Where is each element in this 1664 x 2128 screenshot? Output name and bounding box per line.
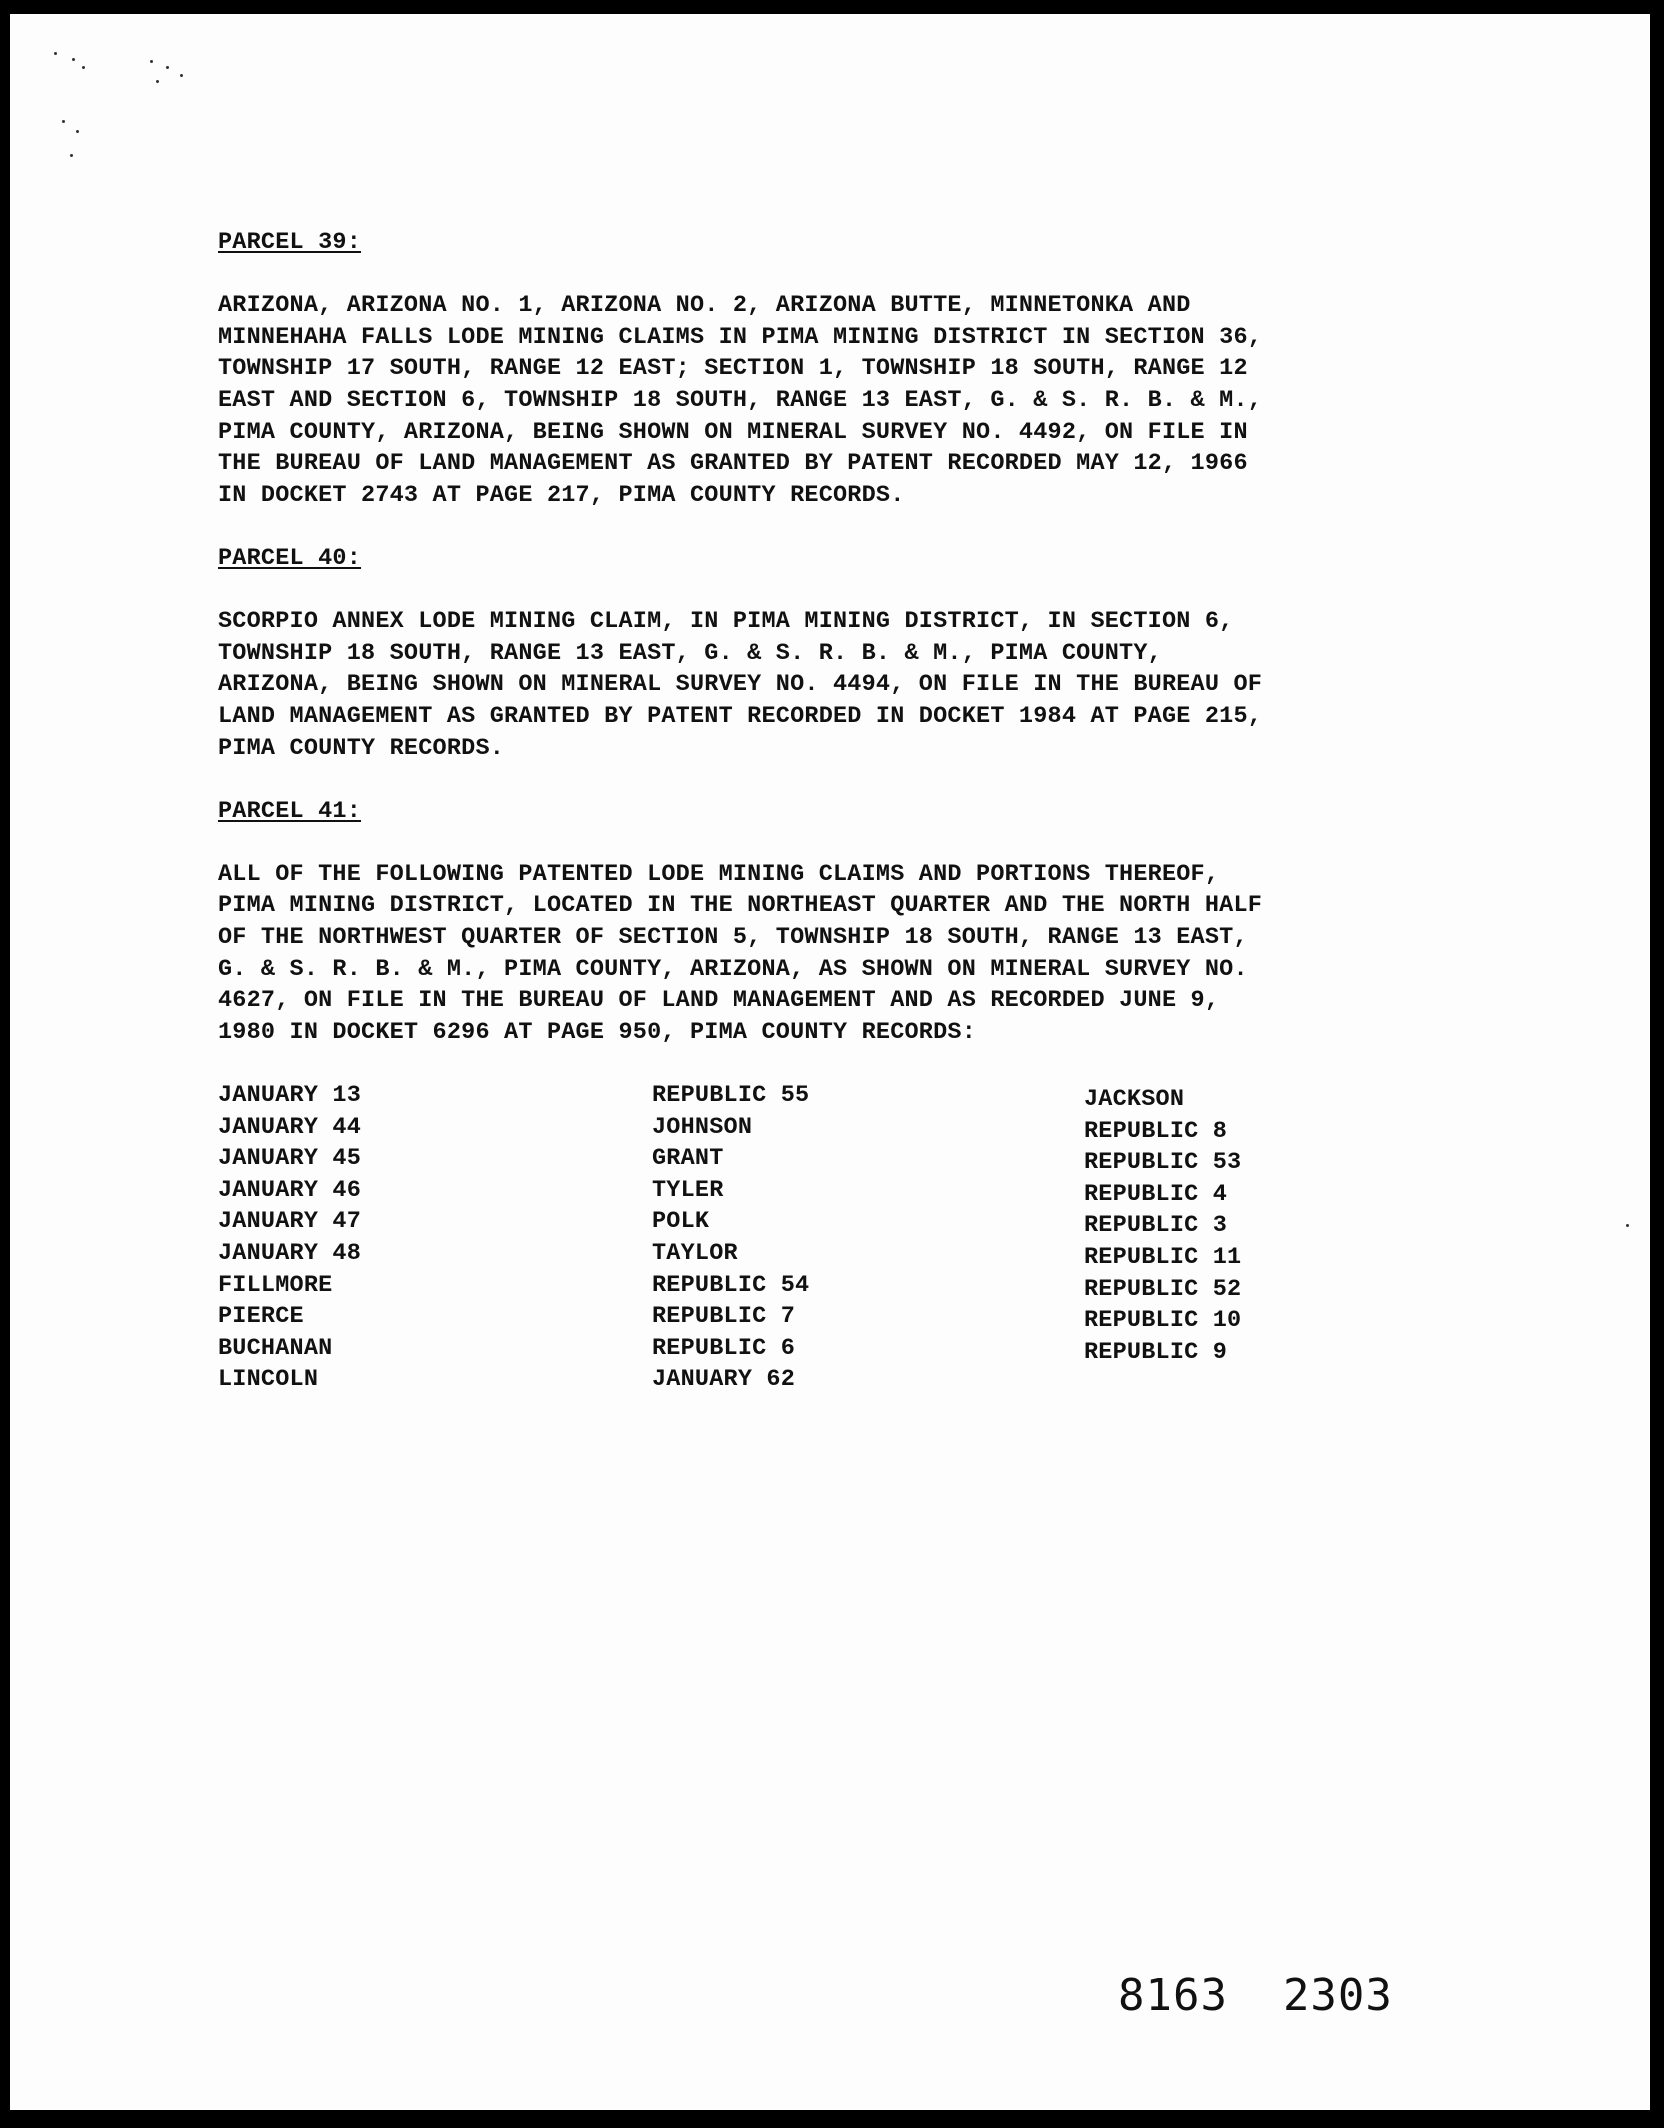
scan-speck <box>156 80 159 83</box>
claim-name: JACKSON <box>1084 1086 1185 1114</box>
parcel-41-section <box>218 796 1398 1396</box>
claim-name: JANUARY 44 <box>218 1113 362 1141</box>
parcel-heading: PARCEL 39: <box>218 229 362 256</box>
claim-name: BUCHANAN <box>218 1334 333 1362</box>
scan-speck <box>180 74 183 77</box>
document-body <box>218 227 1398 1396</box>
text-line: PIMA COUNTY, ARIZONA, BEING SHOWN ON MINERAL SURVEY NO. 4492, ON FILE IN <box>218 418 1248 446</box>
scan-speck <box>150 60 153 63</box>
claim-name: FILLMORE <box>218 1271 333 1299</box>
claim-name: LINCOLN <box>218 1366 319 1394</box>
claims-column-2 <box>652 1080 1084 1396</box>
text-line: ARIZONA, BEING SHOWN ON MINERAL SURVEY NO. 4494, ON FILE IN THE BUREAU OF <box>218 671 1263 699</box>
claim-name: JANUARY 13 <box>218 1082 362 1110</box>
claims-column-1 <box>218 1080 652 1396</box>
parcel-heading: PARCEL 41: <box>218 797 362 825</box>
scan-speck <box>62 120 65 123</box>
claims-list <box>218 1080 1398 1396</box>
scan-speck <box>82 66 85 69</box>
scan-speck <box>1626 1224 1629 1227</box>
claim-name: JANUARY 47 <box>218 1208 362 1236</box>
parcel-39-section <box>218 227 1398 511</box>
text-line: ARIZONA, ARIZONA NO. 1, ARIZONA NO. 2, ARIZONA BUTTE, MINNETONKA AND <box>218 292 1191 320</box>
claim-name: JANUARY 62 <box>652 1366 796 1394</box>
text-line: PIMA COUNTY RECORDS. <box>218 734 505 762</box>
parcel-heading: PARCEL 40: <box>218 544 362 572</box>
claim-name: JANUARY 45 <box>218 1145 362 1173</box>
claim-name: REPUBLIC 11 <box>1084 1244 1242 1271</box>
parcel-description <box>218 606 1398 764</box>
text-line: LAND MANAGEMENT AS GRANTED BY PATENT RECORDED IN DOCKET 1984 AT PAGE 215, <box>218 702 1263 730</box>
text-line: MINNEHAHA FALLS LODE MINING CLAIMS IN PIMA MINING DISTRICT IN SECTION 36, <box>218 323 1263 351</box>
claim-name: TAYLOR <box>652 1240 738 1267</box>
parcel-description <box>218 859 1398 1049</box>
parcel-40-section <box>218 543 1398 764</box>
text-line: THE BUREAU OF LAND MANAGEMENT AS GRANTED BY PATENT RECORDED MAY 12, 1966 <box>218 450 1248 478</box>
claim-name: REPUBLIC 6 <box>652 1334 796 1362</box>
claim-name: REPUBLIC 9 <box>1084 1338 1228 1366</box>
text-line: TOWNSHIP 18 SOUTH, RANGE 13 EAST, G. & S. R. B. & M., PIMA COUNTY, <box>218 639 1162 667</box>
scan-speck <box>76 130 79 133</box>
claim-name: JOHNSON <box>652 1113 753 1141</box>
text-line: EAST AND SECTION 6, TOWNSHIP 18 SOUTH, RANGE 13 EAST, G. & S. R. B. & M., <box>218 386 1263 414</box>
text-line: ALL OF THE FOLLOWING PATENTED LODE MINING CLAIMS AND PORTIONS THEREOF, <box>218 860 1220 888</box>
text-line: OF THE NORTHWEST QUARTER OF SECTION 5, TOWNSHIP 18 SOUTH, RANGE 13 EAST, <box>218 924 1248 952</box>
text-line: G. & S. R. B. & M., PIMA COUNTY, ARIZONA, AS SHOWN ON MINERAL SURVEY NO. <box>218 955 1248 983</box>
text-line: 1980 IN DOCKET 6296 AT PAGE 950, PIMA COUNTY RECORDS: <box>218 1018 977 1046</box>
claim-name: REPUBLIC 7 <box>652 1303 796 1331</box>
claim-name: JANUARY 46 <box>218 1176 362 1204</box>
claim-name: REPUBLIC 10 <box>1084 1307 1242 1335</box>
text-line: PIMA MINING DISTRICT, LOCATED IN THE NORTHEAST QUARTER AND THE NORTH HALF <box>218 892 1263 920</box>
scan-speck <box>70 154 73 157</box>
text-line: IN DOCKET 2743 AT PAGE 217, PIMA COUNTY RECORDS. <box>218 481 905 509</box>
text-line: 4627, ON FILE IN THE BUREAU OF LAND MANAGEMENT AND AS RECORDED JUNE 9, <box>218 987 1220 1015</box>
claim-name: REPUBLIC 54 <box>652 1271 810 1299</box>
scan-speck <box>54 52 57 55</box>
claim-name: POLK <box>652 1208 710 1236</box>
parcel-description <box>218 290 1398 511</box>
claim-name: JANUARY 48 <box>218 1240 362 1267</box>
scan-speck <box>72 58 75 61</box>
claim-name: REPUBLIC 53 <box>1084 1149 1242 1177</box>
claim-name: REPUBLIC 4 <box>1084 1180 1228 1208</box>
claim-name: GRANT <box>652 1145 724 1173</box>
claim-name: REPUBLIC 55 <box>652 1082 810 1110</box>
claim-name: TYLER <box>652 1176 724 1204</box>
text-line: SCORPIO ANNEX LODE MINING CLAIM, IN PIMA MINING DISTRICT, IN SECTION 6, <box>218 608 1234 636</box>
claim-name: PIERCE <box>218 1303 304 1331</box>
claim-name: REPUBLIC 8 <box>1084 1117 1228 1145</box>
page-number: 8163 2303 <box>1118 1970 1393 2021</box>
claim-name: REPUBLIC 52 <box>1084 1275 1242 1303</box>
claims-column-3 <box>1084 1084 1384 1396</box>
scan-speck <box>166 66 169 69</box>
text-line: TOWNSHIP 17 SOUTH, RANGE 12 EAST; SECTION 1, TOWNSHIP 18 SOUTH, RANGE 12 <box>218 355 1248 383</box>
claim-name: REPUBLIC 3 <box>1084 1212 1228 1240</box>
